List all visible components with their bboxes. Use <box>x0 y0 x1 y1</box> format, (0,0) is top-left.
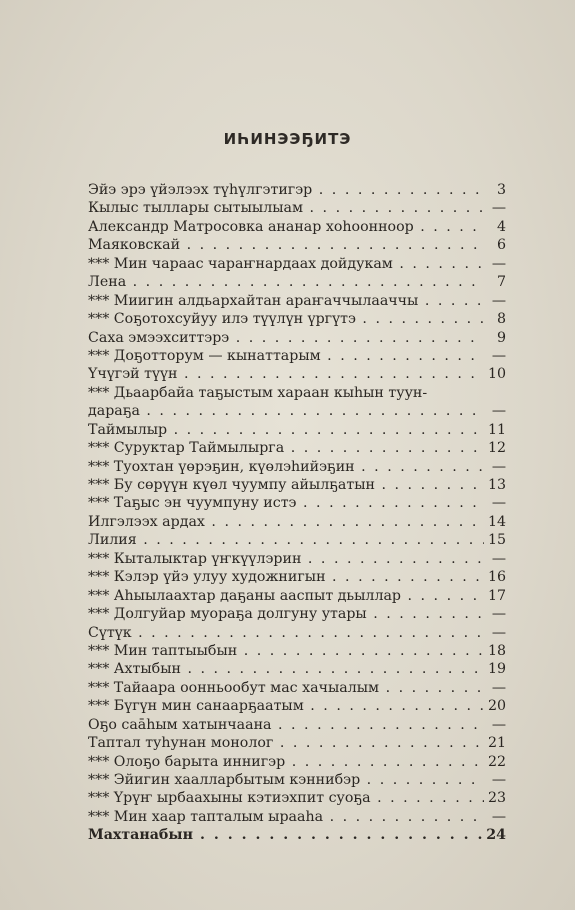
toc-entry-page: — <box>491 495 506 512</box>
toc-entry-title: *** Мин хаар тапталым ырааһа . . . <box>88 808 484 826</box>
toc-entry-title: *** Дьаарбайа таҕыстым хараан кыһын туун- <box>88 384 428 401</box>
toc-entry-title: *** Таҕыс эн чуумпуну истэ . . . <box>88 494 484 512</box>
toc-entry <box>88 789 506 807</box>
toc-entry-page: 4 <box>496 218 506 235</box>
toc-entry <box>88 329 506 347</box>
toc-entry-page: 15 <box>487 532 506 549</box>
page-title: ИҺИНЭЭҔИТЭ <box>223 130 352 148</box>
toc-entry <box>88 531 506 549</box>
toc-entry-title: Таймылыр . . . <box>88 421 484 439</box>
toc-entry <box>88 753 506 771</box>
toc-entry-title: Маяковскай . . . <box>88 236 484 254</box>
toc-entry-page: — <box>491 200 506 217</box>
toc-entry-page: 20 <box>487 698 506 715</box>
toc-entry <box>88 660 506 678</box>
toc-entry-title: Таптал туһунан монолог . . . <box>88 734 484 752</box>
toc-entry-title: Саха эмээхситтэрэ . . . <box>88 329 484 347</box>
toc-entry-page: 13 <box>487 477 506 493</box>
toc-entry-title: *** Ахтыбын . . . <box>88 660 484 678</box>
toc-entry-page: 6 <box>496 237 506 254</box>
toc-entry-title: *** Суруктар Таймылырга . . . <box>88 439 484 457</box>
toc-entry <box>88 587 506 605</box>
toc-entry-title: *** Доҕотторум — кынаттарым . . . <box>88 347 484 365</box>
toc-entry-page: 8 <box>496 311 506 328</box>
toc-entry-page: 12 <box>487 440 506 457</box>
toc-entry-page: 18 <box>487 642 506 659</box>
toc-entry <box>88 181 506 199</box>
toc-entry-page: — <box>491 808 506 825</box>
toc-entry-title: *** Бүгүн мин санаарҕаатым . . . <box>88 697 484 715</box>
toc-entry <box>88 550 506 568</box>
toc-entry-page: 19 <box>487 661 506 678</box>
toc-entry-page: — <box>491 458 506 475</box>
toc-entry-title: *** Мин чараас чараҥнардаах дойдукам . . . <box>88 255 484 273</box>
toc-entry-page: — <box>491 772 506 788</box>
toc-entry-page: — <box>491 347 506 364</box>
toc-entry-page: 24 <box>486 827 506 844</box>
toc-entry-title: *** Бу сөрүүн күөл чуумпу айылҕатын . . . <box>88 476 484 494</box>
toc-entry-page: — <box>491 679 506 696</box>
toc-entry <box>88 513 506 531</box>
toc-entry-title: Махтанабын . . . <box>88 826 484 844</box>
toc-entry-page: — <box>491 292 506 309</box>
toc-entry-title: *** Үрүҥ ырбаахыны кэтиэхпит суоҕа . . . <box>88 789 484 807</box>
toc-entry-title: *** Долгуйар муораҕа долгуну утары . . . <box>88 605 484 623</box>
toc-entry <box>88 255 506 273</box>
toc-entry-page: — <box>491 606 506 623</box>
toc-entry-page: — <box>491 624 506 641</box>
toc-entry <box>88 716 506 734</box>
toc-entry <box>88 826 506 844</box>
toc-entry <box>88 624 506 642</box>
toc-entry-page: 7 <box>496 274 506 291</box>
toc-entry-title: Илгэлээх ардах . . . <box>88 513 484 531</box>
toc-entry <box>88 402 506 420</box>
toc-entry-title: *** Олоҕо барыта иннигэр . . . <box>88 753 484 771</box>
toc-entry <box>88 310 506 328</box>
toc-entry-page: 21 <box>487 735 506 752</box>
toc-entry-title: Сүтүк . . . <box>88 624 484 642</box>
toc-entry-title: дараҕа . . . <box>88 402 484 420</box>
toc-entry <box>88 458 506 476</box>
toc-entry-title: *** Мин таптыыбын . . . <box>88 642 484 660</box>
toc-entry <box>88 476 506 494</box>
toc-entry <box>88 568 506 586</box>
toc-entry-title: Лилия . . . <box>88 531 484 549</box>
toc-entry <box>88 494 506 512</box>
toc-entry-title: *** Туохтан үөрэҕин, күөлэһийэҕин . . . <box>88 458 484 476</box>
toc-entry <box>88 292 506 310</box>
toc-entry-title: *** Кэлэр үйэ улуу художнигын . . . <box>88 568 484 586</box>
toc-entry-page: — <box>491 403 506 420</box>
toc-entry-page: 10 <box>487 366 506 383</box>
toc-entry <box>88 439 506 457</box>
toc-entry <box>88 199 506 217</box>
toc-entry-page: 9 <box>496 329 506 346</box>
toc-entry <box>88 421 506 439</box>
toc-entry-title: *** Соҕотохсуйуу илэ түүлүн үргүтэ . . . <box>88 310 484 328</box>
toc-entry <box>88 679 506 697</box>
toc-entry <box>88 384 506 402</box>
toc-entry-title: Лена . . . <box>88 273 484 291</box>
toc-entry <box>88 365 506 383</box>
toc-entry-title: *** Тайаара оонньообут мас хачыалым . . . <box>88 679 484 697</box>
toc-entry <box>88 273 506 291</box>
toc-entry-title: Кылыс тыллары сытыылыам . . . <box>88 199 484 217</box>
toc-entry <box>88 236 506 254</box>
toc-entry-title: *** Кыталыктар үҥкүүлэрин . . . <box>88 550 484 568</box>
toc-entry-page: 23 <box>487 790 506 807</box>
toc-entry <box>88 808 506 826</box>
toc-entry-page: 3 <box>496 182 506 198</box>
toc-entry <box>88 734 506 752</box>
toc-entry <box>88 347 506 365</box>
toc-entry-page: 17 <box>487 587 506 604</box>
toc-entry-page: 11 <box>487 421 506 438</box>
toc-entry <box>88 605 506 623</box>
toc-entry-title: Александр Матросовка ананар хоһоонноор . . . <box>88 218 484 236</box>
toc-entry-page: — <box>491 550 506 567</box>
toc-entry <box>88 771 506 789</box>
toc-entry-page: — <box>491 716 506 733</box>
toc-entry-page: 22 <box>487 753 506 770</box>
toc-entry <box>88 218 506 236</box>
toc-entry-page: — <box>491 255 506 272</box>
toc-entry-title: *** Миигин алдьархайтан араҥаччылааччы . . . <box>88 292 484 310</box>
toc-entry-page: 14 <box>487 513 506 530</box>
toc-entry-title: *** Аһыылаахтар даҕаны ааспыт дьыллар . . . <box>88 587 484 605</box>
table-of-contents <box>88 181 506 845</box>
toc-entry-title: Оҕо саа̄һым хатынчаана . . . <box>88 716 484 734</box>
toc-entry-title: Үчүгэй түүн . . . <box>88 365 484 383</box>
toc-entry <box>88 697 506 715</box>
toc-entry-title: Эйэ эрэ үйэлээх түһүлгэтигэр . . . <box>88 181 484 199</box>
toc-entry-page: 16 <box>487 569 506 586</box>
toc-entry <box>88 642 506 660</box>
toc-entry-title: *** Эйигин хаалларбытым кэннибэр . . . <box>88 771 484 789</box>
